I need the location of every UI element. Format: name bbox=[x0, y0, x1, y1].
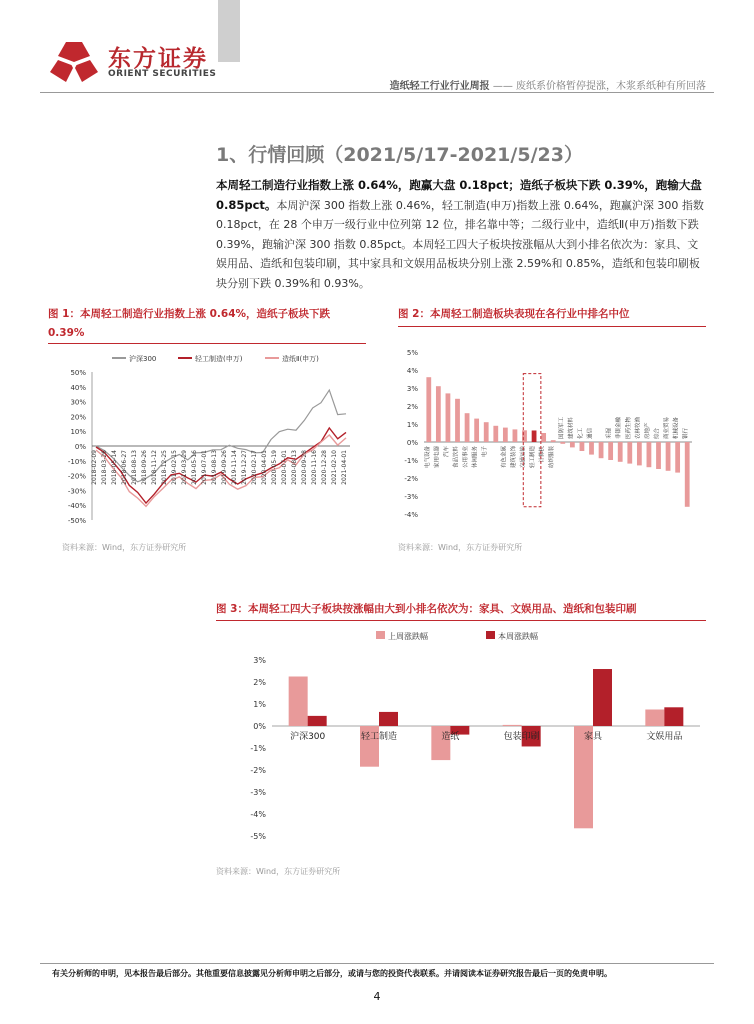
y-tick-label: 2% bbox=[253, 678, 266, 687]
x-tick-label: 2021-02-10 bbox=[331, 450, 338, 485]
x-tick-label: 2019-08-13 bbox=[211, 450, 218, 485]
bar bbox=[599, 442, 604, 458]
x-tick-label: 有色金属 bbox=[501, 446, 508, 469]
legend-label: 本周涨跌幅 bbox=[498, 632, 538, 641]
x-tick-label: 食品饮料 bbox=[453, 446, 460, 469]
y-tick-label: 50% bbox=[70, 369, 86, 377]
y-tick-label: -30% bbox=[67, 487, 86, 496]
industry-bar-chart bbox=[398, 338, 706, 526]
y-tick-label: 40% bbox=[70, 383, 86, 392]
lead-sentence: 本周轻工制造行业指数上涨 0.64%，跑赢大盘 0.18pct；造纸子板块下跌 0.39%，跑输大盘 0.85pct。 bbox=[216, 178, 702, 212]
report-header bbox=[390, 77, 706, 92]
body-text: 本周沪深 300 指数上涨 0.46%，轻工制造(申万)指数上涨 0.64%，跑赢沪深 300 指数 0.18pct，在 28 个申万一级行业中位列第 12 位，排名靠中等；二级行业中，造纸Ⅱ(申万)指数下跌 0.39%，跑输沪深 300 指数 0.85pct。本周轻工四大子板块按涨幅从大到小排名依次为：家具、文娱用品、造纸和包装印刷，其中家具和文娱用品板块分别上涨 2.59%和 0.85%，造纸和包装印刷板块分别下跌 0.39%和 0.93%。 bbox=[216, 198, 704, 290]
header-decor-bar bbox=[218, 0, 240, 62]
x-tick-label: 休闲服务 bbox=[472, 446, 479, 469]
bar bbox=[532, 430, 537, 442]
y-tick-label: -3% bbox=[250, 788, 266, 797]
section-paragraph bbox=[216, 176, 704, 293]
x-tick-label: 2019-07-01 bbox=[201, 450, 208, 485]
bar bbox=[685, 442, 690, 507]
x-tick-label: 2020-09-28 bbox=[301, 450, 308, 485]
y-tick-label: 10% bbox=[70, 428, 86, 437]
bar bbox=[666, 442, 671, 471]
x-tick-label: 电气设备 bbox=[424, 446, 431, 469]
x-tick-label: 2018-09-26 bbox=[141, 450, 148, 485]
x-tick-label: 非银金融 bbox=[616, 416, 623, 439]
bar bbox=[664, 707, 683, 726]
figure-1-source: 资料来源：Wind，东方证券研究所 bbox=[62, 543, 187, 552]
legend-swatch bbox=[486, 631, 495, 639]
x-tick-label: 计算机 bbox=[539, 446, 546, 463]
y-tick-label: 0% bbox=[74, 443, 86, 451]
y-tick-label: 3% bbox=[406, 385, 418, 393]
y-tick-label: -1% bbox=[250, 744, 266, 753]
y-tick-label: -40% bbox=[67, 502, 86, 511]
y-tick-label: -4% bbox=[404, 511, 418, 519]
x-tick-label: 2018-08-13 bbox=[131, 450, 138, 485]
y-tick-label: 3% bbox=[253, 656, 266, 665]
y-tick-label: -50% bbox=[67, 517, 86, 525]
line-chart bbox=[48, 348, 366, 534]
figure-3-divider bbox=[216, 620, 706, 621]
x-tick-label: 造纸 bbox=[441, 732, 460, 742]
x-tick-label: 电子 bbox=[482, 446, 489, 458]
x-tick-label: 2019-09-26 bbox=[221, 450, 228, 485]
figure-1-divider bbox=[48, 343, 366, 344]
bar bbox=[484, 422, 489, 442]
x-tick-label: 建筑装饰 bbox=[510, 446, 517, 469]
x-tick-label: 2019-02-15 bbox=[171, 450, 178, 485]
bar bbox=[455, 399, 460, 442]
x-tick-label: 交通运输 bbox=[520, 446, 527, 469]
figure-3-title: 图 3：本周轻工四大子板块按涨幅由大到小排名依次为：家具、文娱用品、造纸和包装印刷 bbox=[216, 603, 637, 615]
bar bbox=[474, 419, 479, 442]
report-title: 造纸轻工行业行业周报 bbox=[389, 81, 490, 92]
x-tick-label: 2020-07-01 bbox=[281, 450, 288, 485]
y-tick-label: 0% bbox=[406, 439, 418, 447]
x-tick-label: 建筑材料 bbox=[568, 416, 575, 439]
x-tick-label: 2020-08-13 bbox=[291, 450, 298, 485]
x-tick-label: 2021-04-01 bbox=[341, 450, 348, 485]
legend-label: 上周涨跌幅 bbox=[388, 632, 428, 641]
bar bbox=[608, 442, 613, 460]
legend-label: 轻工制造(申万) bbox=[195, 355, 243, 363]
footer-divider bbox=[40, 963, 714, 964]
y-tick-label: 4% bbox=[406, 367, 418, 375]
y-tick-label: 30% bbox=[70, 398, 86, 407]
x-tick-label: 公用事业 bbox=[463, 446, 470, 469]
x-tick-label: 2020-05-19 bbox=[271, 450, 278, 485]
legend-label: 沪深300 bbox=[129, 355, 157, 363]
bar bbox=[493, 426, 498, 442]
x-tick-label: 家具 bbox=[583, 732, 603, 742]
bar bbox=[308, 716, 327, 726]
x-tick-label: 轻工制造 bbox=[530, 446, 537, 469]
bar bbox=[436, 386, 441, 442]
bar bbox=[580, 442, 585, 451]
bar bbox=[627, 442, 632, 464]
y-tick-label: 20% bbox=[70, 413, 86, 422]
x-tick-label: 纺织服装 bbox=[549, 446, 556, 469]
bar bbox=[560, 442, 565, 444]
section-title: 1、行情回顾（2021/5/17-2021/5/23） bbox=[216, 144, 583, 166]
subsector-bar-chart bbox=[216, 626, 706, 850]
x-tick-label: 2018-11-12 bbox=[151, 450, 158, 485]
bar bbox=[513, 429, 518, 442]
bar bbox=[645, 710, 664, 727]
header-divider bbox=[40, 92, 714, 93]
x-tick-label: 文娱用品 bbox=[646, 732, 683, 742]
y-tick-label: 1% bbox=[253, 700, 266, 709]
y-tick-label: -2% bbox=[250, 766, 266, 775]
y-tick-label: -10% bbox=[67, 457, 86, 466]
x-tick-label: 家用电器 bbox=[434, 446, 441, 469]
x-tick-label: 2018-03-26 bbox=[101, 450, 108, 485]
x-tick-label: 轻工制造 bbox=[360, 732, 398, 742]
x-tick-label: 房地产 bbox=[644, 422, 651, 439]
bar bbox=[426, 377, 431, 442]
figure-2-divider bbox=[398, 326, 706, 327]
x-tick-label: 2018-06-27 bbox=[121, 450, 128, 485]
x-tick-label: 2020-12-28 bbox=[321, 450, 328, 485]
bar bbox=[593, 669, 612, 726]
y-tick-label: -2% bbox=[404, 475, 418, 483]
legend-label: 造纸Ⅱ(申万) bbox=[282, 355, 319, 363]
report-subtitle: —— 废纸系价格暂停提涨，木浆系纸种有所回落 bbox=[492, 81, 706, 92]
x-tick-label: 农林牧渔 bbox=[635, 416, 642, 439]
y-tick-label: 5% bbox=[406, 349, 418, 357]
x-tick-label: 采掘 bbox=[606, 427, 613, 439]
figure-2-title: 图 2：本周轻工制造板块表现在各行业中排名中位 bbox=[398, 308, 630, 320]
x-tick-label: 通信 bbox=[587, 427, 594, 439]
bar bbox=[522, 430, 527, 442]
x-tick-label: 2019-11-14 bbox=[231, 450, 238, 485]
bar bbox=[637, 442, 642, 465]
x-tick-label: 2020-04-01 bbox=[261, 450, 268, 485]
figure-1-title: 图 1：本周轻工制造行业指数上涨 0.64%，造纸子板块下跌 0.39% bbox=[48, 308, 331, 339]
x-tick-label: 2019-03-29 bbox=[181, 450, 188, 485]
bar bbox=[675, 442, 680, 473]
bar bbox=[551, 440, 556, 442]
x-tick-label: 医药生物 bbox=[625, 416, 632, 439]
bar bbox=[589, 442, 594, 455]
company-logo-icon bbox=[48, 40, 100, 84]
bar bbox=[289, 677, 308, 727]
bar bbox=[503, 725, 522, 726]
x-tick-label: 汽车 bbox=[443, 446, 450, 458]
y-tick-label: -20% bbox=[67, 472, 86, 481]
footer-disclaimer: 有关分析师的申明，见本报告最后部分。其他重要信息披露见分析师申明之后部分，或请与您的投资代表联系。并请阅读本证券研究报告最后一页的免责申明。 bbox=[52, 969, 612, 978]
bar bbox=[465, 413, 470, 442]
bar bbox=[379, 712, 398, 726]
bar bbox=[570, 442, 575, 447]
bar bbox=[446, 393, 451, 442]
x-tick-label: 综合 bbox=[654, 427, 661, 439]
figure-2-source: 资料来源：Wind，东方证券研究所 bbox=[398, 543, 523, 552]
y-tick-label: 2% bbox=[406, 403, 418, 411]
bar bbox=[541, 433, 546, 442]
y-tick-label: -5% bbox=[250, 832, 266, 841]
logo-chinese-name: 东方证券 bbox=[108, 46, 208, 72]
x-tick-label: 2018-02-09 bbox=[91, 450, 98, 485]
x-tick-label: 2020-11-16 bbox=[311, 450, 318, 485]
x-tick-label: 2019-05-16 bbox=[191, 450, 198, 485]
legend-swatch bbox=[376, 631, 385, 639]
bar bbox=[503, 428, 508, 442]
figure-3-source: 资料来源：Wind，东方证券研究所 bbox=[216, 867, 341, 876]
x-tick-label: 2018-12-25 bbox=[161, 450, 168, 485]
bar bbox=[656, 442, 661, 469]
x-tick-label: 沪深300 bbox=[290, 732, 326, 742]
x-tick-label: 化工 bbox=[577, 427, 584, 439]
bar bbox=[647, 442, 652, 467]
bar bbox=[618, 442, 623, 462]
page-number: 4 bbox=[373, 990, 381, 1003]
x-tick-label: 2018-05-14 bbox=[111, 450, 118, 485]
y-tick-label: -4% bbox=[250, 810, 266, 819]
logo-english-name: ORIENT SECURITIES bbox=[108, 69, 217, 79]
x-tick-label: 2019-12-27 bbox=[241, 450, 248, 485]
x-tick-label: 2020-02-17 bbox=[251, 450, 258, 485]
x-tick-label: 包装印刷 bbox=[503, 732, 540, 742]
x-tick-label: 机械设备 bbox=[673, 416, 680, 439]
y-tick-label: 0% bbox=[253, 722, 266, 731]
y-tick-label: 1% bbox=[406, 421, 418, 429]
y-tick-label: -3% bbox=[404, 493, 418, 501]
x-tick-label: 银行 bbox=[683, 427, 690, 439]
x-tick-label: 国防军工 bbox=[558, 416, 565, 439]
x-tick-label: 商业贸易 bbox=[664, 416, 671, 439]
y-tick-label: -1% bbox=[404, 457, 418, 465]
